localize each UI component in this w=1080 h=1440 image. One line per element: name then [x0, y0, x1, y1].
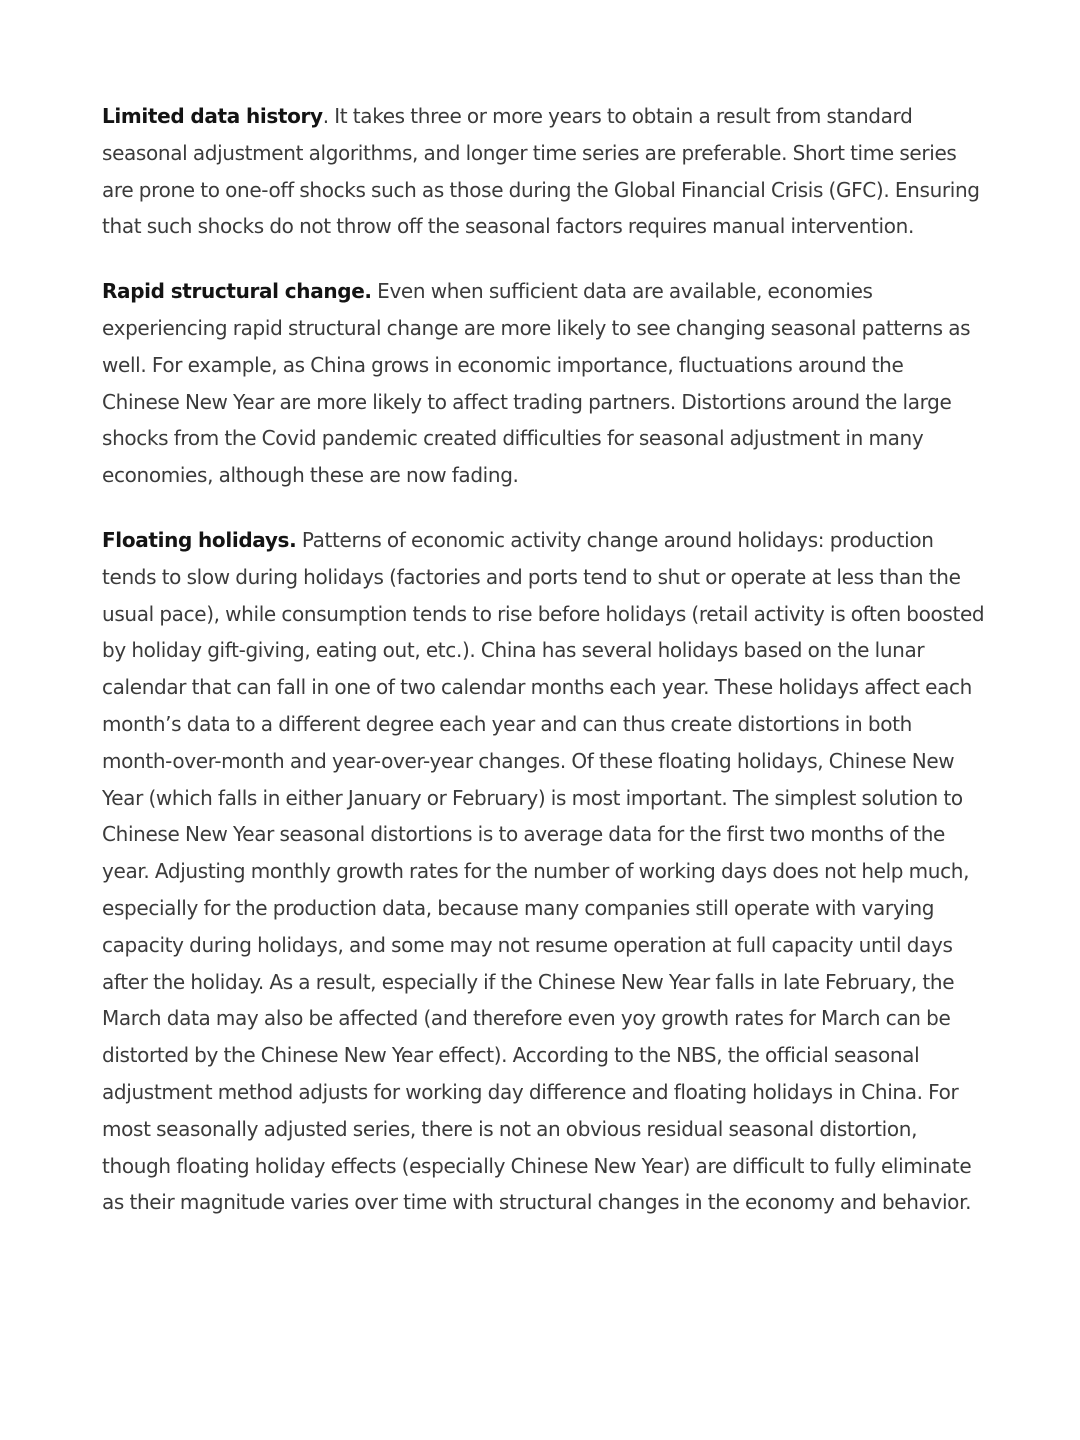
paragraph-rapid-structural-change	[102, 273, 986, 494]
paragraph-floating-holidays	[102, 522, 986, 1221]
paragraph-heading: Rapid structural change.	[102, 279, 372, 304]
paragraph-heading: Limited data history	[102, 104, 323, 128]
paragraph-text: Even when sufficient data are available, economies experiencing rapid structural change are more likely to see changing seasonal patterns as well. For example, as China grows in economic importance, fluctuations around the Chinese New Year are more likely to affect trading partners. Distortions around the large shocks from the Covid pandemic created difficulties for seasonal adjustment in many economies, although these are now fading.	[102, 279, 971, 488]
document-body	[102, 98, 986, 1249]
paragraph-text: Patterns of economic activity change around holidays: production tends to slow during holidays (factories and ports tend to shut or operate at less than the usual pace), while consumption tends to rise before holidays (retail activity is often boosted by holiday gift-giving, eating out, etc.). China has several holidays based on the lunar calendar that can fall in one of two calendar months each year. These holidays affect each month’s data to a different degree each year and can thus create distortions in both month-over-month and year-over-year changes. Of these floating holidays, Chinese New Year (which falls in either January or February) is most important. The simplest solution to Chinese New Year seasonal distortions is to average data for the first two months of the year. Adjusting monthly growth rates for the number of working days does not help much, especially for the production data, because many companies still operate with varying capacity during holidays, and some may not resume operation at full capacity until days after the holiday. As a result, especially if the Chinese New Year falls in late February, the March data may also be affected (and therefore even yoy growth rates for March can be distorted by the Chinese New Year effect). According to the NBS, the official seasonal adjustment method adjusts for working day difference and floating holidays in China. For most seasonally adjusted series, there is not an obvious residual seasonal distortion, though floating holiday effects (especially Chinese New Year) are difficult to fully eliminate as their magnitude varies over time with structural changes in the economy and behavior.	[102, 527, 985, 1215]
paragraph-limited-data-history	[102, 98, 986, 245]
paragraph-text: . It takes three or more years to obtain a result from standard seasonal adjustment algorithms, and longer time series are preferable. Short time series are prone to one-off shocks such as those during the Global Financial Crisis (GFC). Ensuring that such shocks do not throw off the seasonal factors requires manual intervention.	[102, 104, 980, 239]
paragraph-heading: Floating holidays.	[102, 527, 297, 552]
